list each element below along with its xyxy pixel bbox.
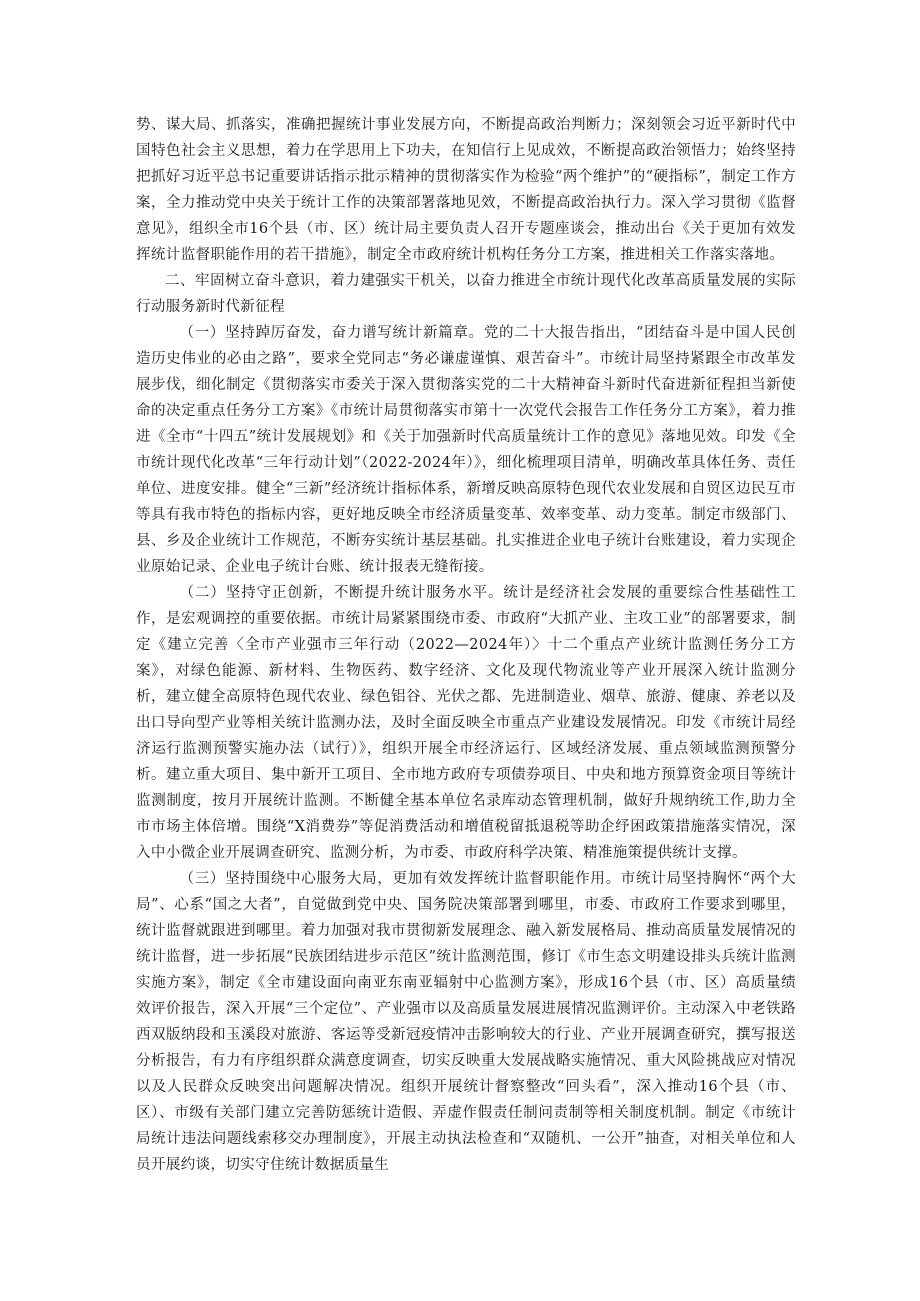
paragraph-continuation: 势、谋大局、抓落实，准确把握统计事业发展方向，不断提高政治判断力；深刻领会习近平新时代中国特色社会主义思想，着力在学思用上下功夫，在知信行上见成效，不断提高政治领悟力；始终坚持把抓好习近平总书记重要讲话指示批示精神的贯彻落实作为检验“两个维护”的“硬指标”，制定工作方案，全力推动党中央关于统计工作的决策部署落地见效，不断提高政治执行力。深入学习贯彻《监督意见》，组织全市16个县（市、区）统计局主要负责人召开专题座谈会，推动出台《关于更加有效发挥统计监督职能作用的若干措施》，制定全市政府统计机构任务分工方案，推进相关工作落实落地。 [136,117,796,263]
paragraph-subsection-two: （二）坚持守正创新，不断提升统计服务水平。统计是经济社会发展的重要综合性基础性工作，是宏观调控的重要依据。市统计局紧紧围绕市委、市政府“大抓产业、主攻工业”的部署要求，制定《建立完善〈全市产业强市三年行动（2022—2024年）〉十二个重点产业统计监测任务分工方案》，对绿色能源、新材料、生物医药、数字经济、文化及现代物流业等产业开展深入统计监测分析，建立健全高原特色现代农业、绿色铝谷、光伏之都、先进制造业、烟草、旅游、健康、养老以及出口导向型产业等相关统计监测办法，及时全面反映全市重点产业建设发展情况。印发《市统计局经济运行监测预警实施办法（试行）》，组织开展全市经济运行、区域经济发展、重点领域监测预警分析。建立重大项目、集中新开工项目、全市地方政府专项债券项目、中央和地方预算资金项目等统计监测制度，按月开展统计监测。不断健全基本单位名录库动态管理机制，做好升规纳统工作,助力全市市场主体倍增。围绕“X消费券”等促消费活动和增值税留抵退税等助企纾困政策措施落实情况，深入中小微企业开展调查研究、监测分析，为市委、市政府科学决策、精准施策提供统计支撑。 [136,585,796,861]
section-heading-two: 二、牢固树立奋斗意识，着力建强实干机关，以奋力推进全市统计现代化改革高质量发展的实际行动服务新时代新征程 [136,273,796,315]
paragraph-subsection-three: （三）坚持围绕中心服务大局，更加有效发挥统计监督职能作用。市统计局坚持胸怀“两个大局”、心系“国之大者”，自觉做到党中央、国务院决策部署到哪里，市委、市政府工作要求到哪里，统计监督就跟进到哪里。着力加强对我市贯彻新发展理念、融入新发展格局、推动高质量发展情况的统计监督，进一步拓展“民族团结进步示范区”统计监测范围，修订《市生态文明建设排头兵统计监测实施方案》，制定《全市建设面向南亚东南亚辐射中心监测方案》，形成16个县（市、区）高质量绩效评价报告，深入开展“三个定位”、产业强市以及高质量发展进展情况监测评价。主动深入中老铁路西双版纳段和玉溪段对旅游、客运等受新冠疫情冲击影响较大的行业、产业开展调查研究，撰写报送分析报告，有力有序组织群众满意度调查，切实反映重大发展战略实施情况、重大风险挑战应对情况以及人民群众反映突出问题解决情况。组织开展统计督察整改“回头看”，深入推动16个县（市、区）、市级有关部门建立完善防惩统计造假、弄虚作假责任制问责制等相关制度机制。制定《市统计局统计违法问题线索移交办理制度》，开展主动执法检查和“双随机、一公开”抽查，对相关单位和人员开展约谈，切实守住统计数据质量生 [136,871,796,1173]
document-body [136,112,796,1178]
paragraph-subsection-one: （一）坚持踔厉奋发，奋力谱写统计新篇章。党的二十大报告指出，“团结奋斗是中国人民创造历史伟业的必由之路”，要求全党同志“务必谦虚谨慎、艰苦奋斗”。市统计局坚持紧跟全市改革发展步伐，细化制定《贯彻落实市委关于深入贯彻落实党的二十大精神奋斗新时代奋进新征程担当新使命的决定重点任务分工方案》《市统计局贯彻落实市第十一次党代会报告工作任务分工方案》，着力推进《全市“十四五”统计发展规划》和《关于加强新时代高质量统计工作的意见》落地见效。印发《全市统计现代化改革“三年行动计划”（2022-2024年）》，细化梳理项目清单，明确改革具体任务、责任单位、进度安排。健全“三新”经济统计指标体系，新增反映高原特色现代农业发展和自贸区边民互市等具有我市特色的指标内容，更好地反映全市经济质量变革、效率变革、动力变革。制定市级部门、县、乡及企业统计工作规范，不断夯实统计基层基础。扎实推进企业电子统计台账建设，着力实现企业原始记录、企业电子统计台账、统计报表无缝衔接。 [136,325,796,575]
